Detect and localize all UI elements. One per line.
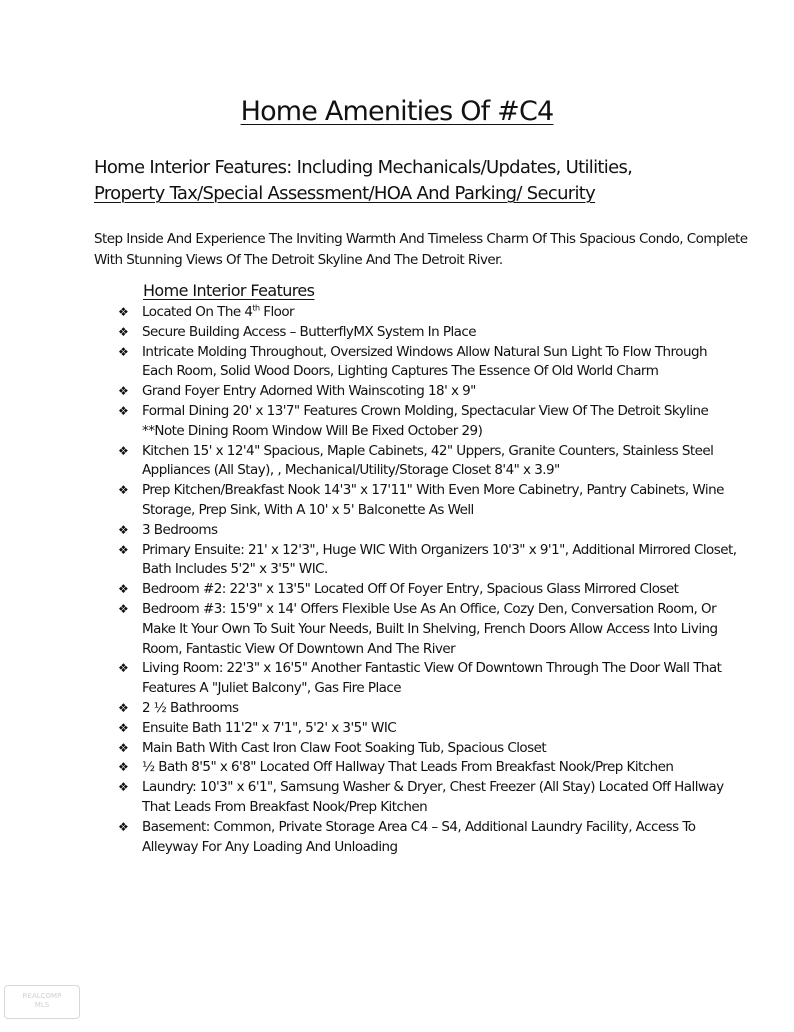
diamond-bullet-icon: ❖ <box>118 384 129 399</box>
diamond-bullet-icon: ❖ <box>118 780 129 795</box>
feature-list-item <box>118 402 738 442</box>
feature-list-item <box>118 521 738 541</box>
feature-text: Intricate Molding Throughout, Oversized Windows Allow Natural Sun Light To Flow Through Each Room, Solid Wood Doors, Lighting Captures The Essence Of Old World Charm <box>142 343 707 380</box>
subheading <box>94 155 774 207</box>
diamond-bullet-icon: ❖ <box>118 305 129 319</box>
diamond-bullet-icon: ❖ <box>118 700 129 715</box>
diamond-bullet-icon: ❖ <box>118 522 129 537</box>
feature-text: Bedroom #2: 22'3" x 13'5" Located Off Of Foyer Entry, Spacious Glass Mirrored Closet <box>142 581 679 598</box>
diamond-bullet-icon: ❖ <box>118 542 129 557</box>
feature-text: ½ Bath 8'5" x 6'8" Located Off Hallway That Leads From Breakfast Nook/Prep Kitchen <box>142 759 674 776</box>
feature-text: 2 ½ Bathrooms <box>142 699 239 716</box>
feature-list-item <box>118 303 738 323</box>
feature-list <box>118 303 738 857</box>
feature-list-item <box>118 778 738 818</box>
feature-list-item <box>118 442 738 482</box>
diamond-bullet-icon: ❖ <box>118 819 129 834</box>
feature-list-item <box>118 481 738 521</box>
diamond-bullet-icon: ❖ <box>118 601 129 616</box>
page-title: Home Amenities Of #C4 <box>240 96 554 127</box>
diamond-bullet-icon: ❖ <box>118 483 129 498</box>
feature-text: Secure Building Access – ButterflyMX System In Place <box>142 323 477 340</box>
feature-text: Prep Kitchen/Breakfast Nook 14'3" x 17'11" With Even More Cabinetry, Pantry Cabinets, Wine Storage, Prep Sink, With A 10' x 5' Balconette As Well <box>142 482 724 518</box>
intro-paragraph: Step Inside And Experience The Inviting Warmth And Timeless Charm Of This Spacious Condo, Complete With Stunning Views Of The Detroit Skyline And The Detroit River. <box>94 231 748 268</box>
feature-list-item <box>118 343 738 383</box>
feature-list-item <box>118 382 738 402</box>
watermark-stamp: REALCOMP MLS <box>4 985 80 1019</box>
diamond-bullet-icon: ❖ <box>118 403 129 418</box>
diamond-bullet-icon: ❖ <box>118 443 129 458</box>
diamond-bullet-icon: ❖ <box>118 760 129 775</box>
feature-list-item <box>118 758 738 778</box>
feature-text: Primary Ensuite: 21' x 12'3", Huge WIC With Organizers 10'3" x 9'1", Additional Mirrored Closet, Bath Includes 5'2" x 3'5" WIC. <box>142 541 737 578</box>
feature-list-item <box>118 699 738 719</box>
diamond-bullet-icon: ❖ <box>118 720 129 735</box>
feature-list-item <box>118 541 738 581</box>
diamond-bullet-icon: ❖ <box>118 582 129 597</box>
feature-text: Formal Dining 20' x 13'7" Features Crown Molding, Spectacular View Of The Detroit Skyline **Note Dining Room Window Will Be Fixed October 29) <box>142 402 709 439</box>
feature-list-item <box>118 323 738 343</box>
feature-list-item <box>118 600 738 659</box>
diamond-bullet-icon: ❖ <box>118 661 129 676</box>
diamond-bullet-icon: ❖ <box>118 740 129 755</box>
diamond-bullet-icon: ❖ <box>118 344 129 359</box>
feature-text: 3 Bedrooms <box>142 521 218 538</box>
feature-text: Grand Foyer Entry Adorned With Wainscoting 18' x 9" <box>142 383 476 400</box>
feature-text: Bedroom #3: 15'9" x 14' Offers Flexible Use As An Office, Cozy Den, Conversation Room, Or Make It Your Own To Suit Your Needs, Built In Shelving, French Doors Allow Access Into Living Room, Fantastic View Of Downtown And The River <box>142 600 718 657</box>
feature-list-item <box>118 818 738 858</box>
feature-text: Living Room: 22'3" x 16'5" Another Fantastic View Of Downtown Through The Door Wall That Features A "Juliet Balcony", Gas Fire Place <box>142 660 722 697</box>
feature-text: Kitchen 15' x 12'4" Spacious, Maple Cabinets, 42" Uppers, Granite Counters, Stainless Steel Appliances (All Stay), , Mechanical/Utility/Storage Closet 8'4" x 3.9" <box>142 442 714 479</box>
feature-text: Laundry: 10'3" x 6'1", Samsung Washer & Dryer, Chest Freezer (All Stay) Located Off Hallway That Leads From Breakfast Nook/Prep Kitchen <box>142 779 724 815</box>
subheading-line-2: Property Tax/Special Assessment/HOA And Parking/ Security <box>94 183 596 204</box>
feature-text: Main Bath With Cast Iron Claw Foot Soaking Tub, Spacious Closet <box>142 739 547 756</box>
feature-text: Basement: Common, Private Storage Area C4 – S4, Additional Laundry Facility, Access To Alleyway For Any Loading And Unloading <box>142 818 696 855</box>
feature-list-item <box>118 739 738 759</box>
diamond-bullet-icon: ❖ <box>118 324 129 339</box>
feature-text: Located On The 4th Floor <box>142 303 295 320</box>
subheading-line-1: Home Interior Features: Including Mechanicals/Updates, Utilities, <box>94 157 633 178</box>
feature-list-item <box>118 719 738 739</box>
feature-list-item <box>118 580 738 600</box>
feature-text: Ensuite Bath 11'2" x 7'1", 5'2' x 3'5" WIC <box>142 719 397 736</box>
section-heading: Home Interior Features <box>143 281 315 300</box>
feature-list-item <box>118 659 738 699</box>
